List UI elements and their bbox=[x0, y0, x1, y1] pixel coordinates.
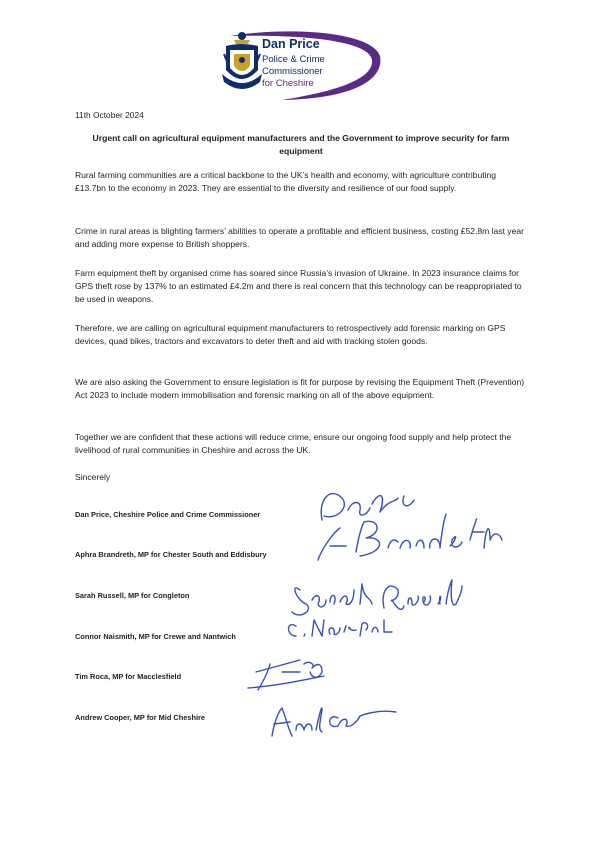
paragraph-4: Therefore, we are calling on agricultural equipment manufacturers to retrospectively add forensic marking on GPS devices, quad bikes, tractors and excavators to deter theft and aid with tracking stolen goods. bbox=[75, 323, 506, 347]
signatory-5: Tim Roca, MP for Macclesfield bbox=[75, 672, 182, 681]
signature-tim-roca bbox=[248, 660, 324, 690]
pcc-logo bbox=[212, 28, 384, 104]
logo-title-line-2: Commissioner bbox=[262, 66, 323, 77]
signature-andrew-cooper bbox=[272, 708, 396, 736]
signature-aphra-brandreth bbox=[318, 514, 502, 560]
signatory-6: Andrew Cooper, MP for Mid Cheshire bbox=[75, 713, 206, 722]
paragraph-2: Crime in rural areas is blighting farmers’ abilities to operate a profitable and efficient business, costing £52.8m last year and adding more expense to British shoppers. bbox=[75, 226, 524, 250]
logo-title-line-3: for Cheshire bbox=[262, 78, 314, 89]
signature-connor-naismith bbox=[289, 620, 393, 636]
police-crest-icon bbox=[220, 30, 264, 96]
letter-title: Urgent call on agricultural equipment manufacturers and the Government to improve security for farm equipment bbox=[92, 133, 510, 156]
paragraph-5: We are also asking the Government to ensure legislation is fit for purpose by revising the Equipment Theft (Prevention) Act 2023 to include modern immobilisation and forensic marking on all of the above equipment. bbox=[75, 377, 525, 401]
closing: Sincerely bbox=[75, 472, 111, 482]
signatory-1: Dan Price, Cheshire Police and Crime Commissioner bbox=[75, 510, 261, 519]
signatory-2: Aphra Brandreth, MP for Chester South and Eddisbury bbox=[75, 550, 267, 559]
paragraph-6: Together we are confident that these actions will reduce crime, ensure our ongoing food supply and help protect the livelihood of rural communities in Cheshire and across the UK. bbox=[75, 432, 512, 456]
signatory-4: Connor Naismith, MP for Crewe and Nantwich bbox=[75, 632, 236, 641]
letter-date: 11th October 2024 bbox=[75, 110, 144, 120]
logo-name: Dan Price bbox=[262, 37, 320, 51]
signature-sarah-russell bbox=[292, 580, 462, 615]
paragraph-1: Rural farming communities are a critical backbone to the UK’s health and economy, with agriculture contributing £13.7bn to the economy in 2023. They are essential to the diversity and resilience of our food supply. bbox=[75, 170, 497, 194]
signatory-3: Sarah Russell, MP for Congleton bbox=[75, 591, 190, 600]
logo-title-line-1: Police & Crime bbox=[262, 54, 325, 65]
paragraph-3: Farm equipment theft by organised crime has soared since Russia’s invasion of Ukraine. In 2023 insurance claims for GPS theft rose by 137% to an estimated £4.2m and there is real concern that this technology can be reappropriated to be used in weapons. bbox=[75, 268, 522, 305]
signature-dan-price bbox=[321, 494, 414, 520]
